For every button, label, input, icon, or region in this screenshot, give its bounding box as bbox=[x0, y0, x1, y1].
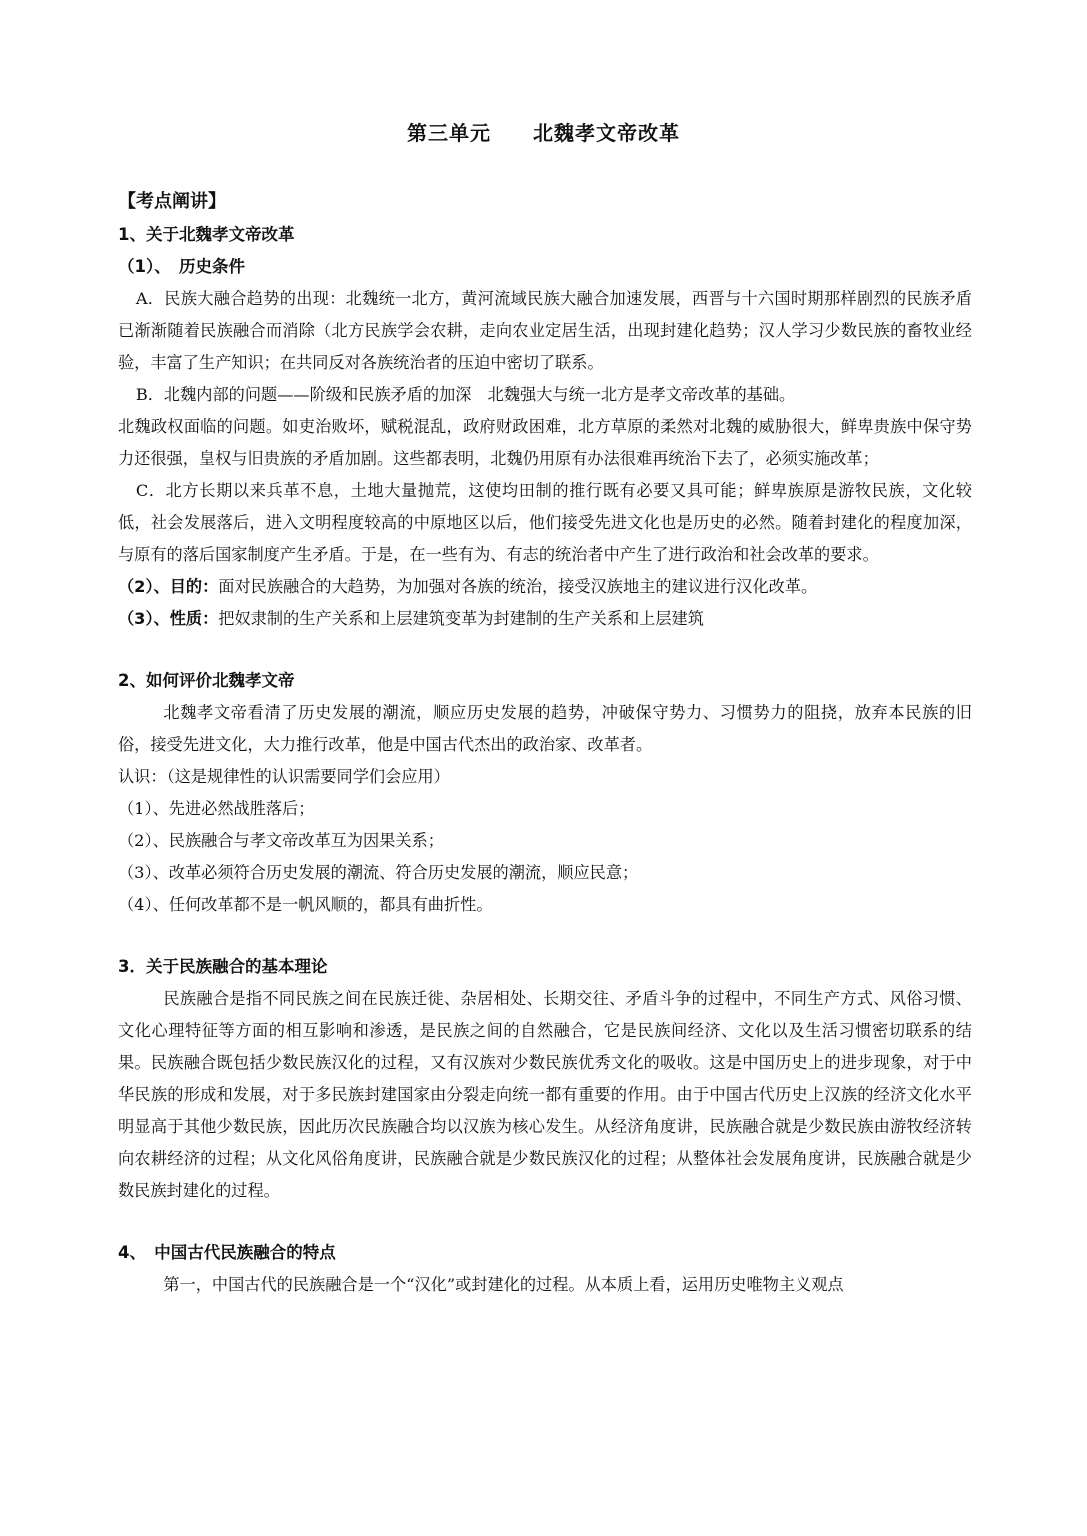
page-title: 第三单元 北魏孝文帝改革 bbox=[407, 121, 680, 145]
section-1-para-b2: 北魏政权面临的问题。如吏治败坏，赋税混乱，政府财政困难，北方草原的柔然对北魏的威胁很大，鲜卑贵族中保守势力还很强，皇权与旧贵族的矛盾加剧。这些都表明，北魏仍用原有办法很难再统治下去了，必须实施改革； bbox=[118, 417, 972, 468]
sub2-text: 面对民族融合的大趋势，为加强对各族的统治，接受汉族地主的建议进行汉化改革。 bbox=[218, 577, 818, 596]
section-2-renshi: 认识：（这是规律性的认识需要同学们会应用） bbox=[118, 767, 450, 786]
section-3-heading: 3．关于民族融合的基本理论 bbox=[118, 957, 328, 976]
list-item: （2）、民族融合与孝文帝改革互为因果关系； bbox=[118, 831, 444, 850]
sub2-label: （2）、目的： bbox=[118, 577, 219, 596]
section-1-heading: 1、关于北魏孝文帝改革 bbox=[118, 225, 295, 244]
spacer bbox=[118, 921, 972, 951]
list-item: （3）、改革必须符合历史发展的潮流、符合历史发展的潮流，顺应民意； bbox=[118, 863, 639, 882]
section-3-para: 民族融合是指不同民族之间在民族迁徙、杂居相处、长期交往、矛盾斗争的过程中，不同生产方式、风俗习惯、文化心理特征等方面的相互影响和渗透，是民族之间的自然融合，它是民族间经济、文化以及生活习惯密切联系的结果。民族融合既包括少数民族汉化的过程，又有汉族对少数民族优秀文化的吸收。这是中国历史上的进步现象，对于中华民族的形成和发展，对于多民族封建国家由分裂走向统一都有重要的作用。由于中国古代历史上汉族的经济文化水平明显高于其他少数民族，因此历次民族融合均以汉族为核心发生。从经济角度讲，民族融合就是少数民族由游牧经济转向农耕经济的过程；从文化风俗角度讲，民族融合就是少数民族汉化的过程；从整体社会发展角度讲，民族融合就是少数民族封建化的过程。 bbox=[118, 989, 972, 1200]
section-2-para: 北魏孝文帝看清了历史发展的潮流，顺应历史发展的趋势，冲破保守势力、习惯势力的阻挠，放弃本民族的旧俗，接受先进文化，大力推行改革，他是中国古代杰出的政治家、改革者。 bbox=[118, 703, 972, 754]
list-item: （4）、任何改革都不是一帆风顺的，都具有曲折性。 bbox=[118, 895, 493, 914]
sub3-text: 把奴隶制的生产关系和上层建筑变革为封建制的生产关系和上层建筑 bbox=[218, 609, 704, 628]
spacer bbox=[118, 635, 972, 665]
section-1-sub3 bbox=[118, 603, 972, 635]
sub3-label: （3）、性质： bbox=[118, 609, 219, 628]
spacer bbox=[118, 1207, 972, 1237]
section-1-para-b: B．北魏内部的问题——阶级和民族矛盾的加深 北魏强大与统一北方是孝文帝改革的基础。 bbox=[135, 385, 796, 404]
section-4-para: 第一，中国古代的民族融合是一个“汉化”或封建化的过程。从本质上看，运用历史唯物主义观点 bbox=[163, 1275, 844, 1294]
section-1-para-c: C．北方长期以来兵革不息，土地大量抛荒，这使均田制的推行既有必要又具可能；鲜卑族原是游牧民族，文化较低，社会发展落后，进入文明程度较高的中原地区以后，他们接受先进文化也是历史的必然。随着封建化的程度加深，与原有的落后国家制度产生矛盾。于是，在一些有为、有志的统治者中产生了进行政治和社会改革的要求。 bbox=[118, 481, 972, 564]
section-1-para-a: A．民族大融合趋势的出现：北魏统一北方，黄河流域民族大融合加速发展，西晋与十六国时期那样剧烈的民族矛盾已渐渐随着民族融合而消除（北方民族学会农耕，走向农业定居生活，出现封建化趋势；汉人学习少数民族的畜牧业经验，丰富了生产知识；在共同反对各族统治者的压迫中密切了联系。 bbox=[118, 289, 972, 372]
document-body bbox=[118, 185, 972, 1301]
section-2-heading: 2、如何评价北魏孝文帝 bbox=[118, 671, 295, 690]
section-1-sub1: （1）、 历史条件 bbox=[118, 257, 245, 276]
section-1-sub2 bbox=[118, 571, 972, 603]
section-kaodian-heading: 【考点阐讲】 bbox=[118, 191, 226, 212]
section-4-heading: 4、 中国古代民族融合的特点 bbox=[118, 1243, 336, 1262]
list-item: （1）、先进必然战胜落后； bbox=[118, 799, 315, 818]
